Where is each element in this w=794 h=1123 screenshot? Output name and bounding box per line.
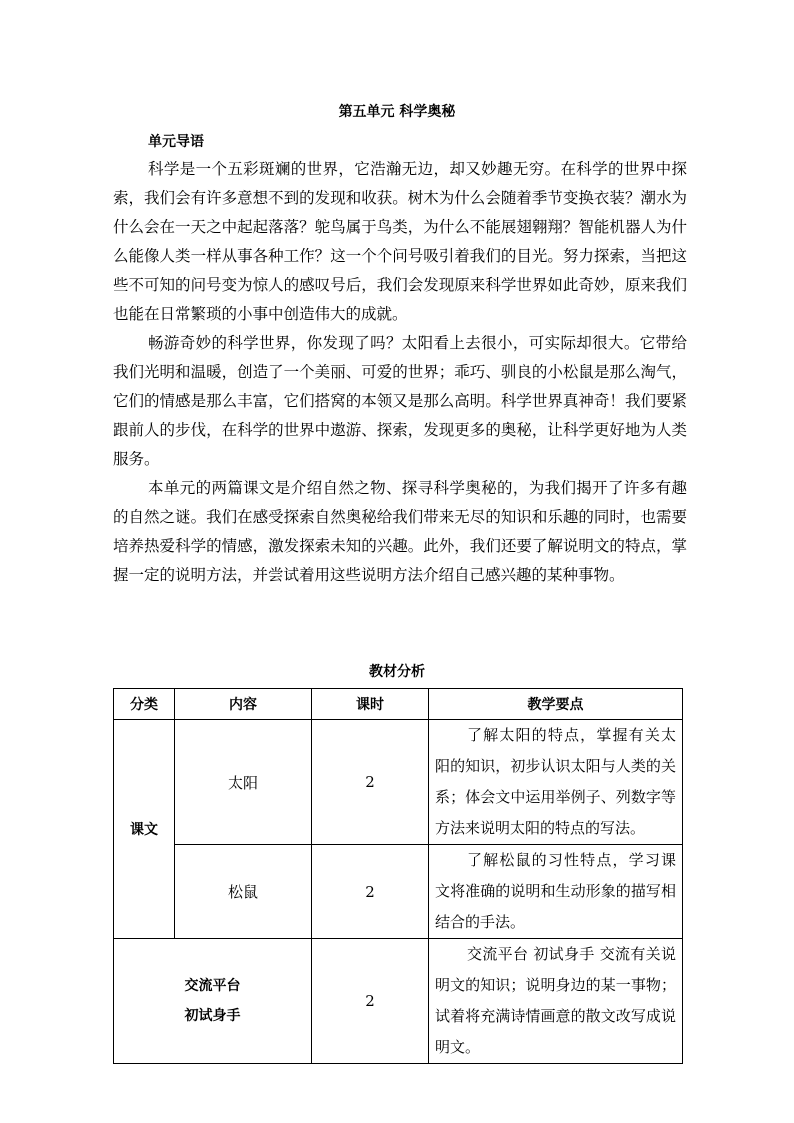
category-cell [114,939,312,1064]
category-cell: 课文 [114,720,175,939]
key-points-text: 了解太阳的特点，掌握有关太阳的知识，初步认识太阳与人类的关系；体会文中运用举例子、列数字等方法来说明太阳的特点的写法。 [435,726,676,837]
hours-cell: 2 [312,939,429,1064]
table-row [114,845,683,939]
table-row [114,720,683,845]
header-key-points: 教学要点 [429,689,683,720]
intro-paragraph-1: 科学是一个五彩斑斓的世界，它浩瀚无边，却又妙趣无穷。在科学的世界中探索，我们会有许多意想不到的发现和收获。树木为什么会随着季节变换衣装？潮水为什么会在一天之中起起落落？鸵鸟属于鸟类，为什么不能展翅翱翔？智能机器人为什么能像人类一样从事各种工作？这一个个问号吸引着我们的目光。努力探索，当把这些不可知的问号变为惊人的感叹号后，我们会发现原来科学世界如此奇妙，原来我们也能在日常繁琐的小事中创造伟大的成就。 [113,160,687,323]
key-points-text: 了解松鼠的习性特点，学习课文将准确的说明和生动形象的描写相结合的手法。 [435,851,676,931]
hours-cell: 2 [312,845,429,939]
intro-paragraph-2: 畅游奇妙的科学世界，你发现了吗？太阳看上去很小，可实际却很大。它带给我们光明和温暖，创造了一个美丽、可爱的世界；乖巧、驯良的小松鼠是那么淘气，它们的情感是那么丰富，它们搭窝的本领又是那么高明。科学世界真神奇！我们要紧跟前人的步伐，在科学的世界中遨游、探索，发现更多的奥秘，让科学更好地为人类服务。 [113,334,687,468]
content-cell: 太阳 [175,720,312,845]
key-points-cell [429,845,683,939]
header-category: 分类 [114,689,175,720]
section-heading: 单元导语 [148,134,204,150]
category-line-1: 交流平台 [184,978,241,994]
header-hours: 课时 [312,689,429,720]
hours-cell: 2 [312,720,429,845]
key-points-text: 交流平台 初试身手 交流有关说明文的知识；说明身边的某一事物；试着将充满诗情画意的散文改写成说明文。 [435,945,676,1056]
header-content: 内容 [175,689,312,720]
key-points-cell [429,939,683,1064]
content-cell: 松鼠 [175,845,312,939]
key-points-cell [429,720,683,845]
intro-paragraph-3: 本单元的两篇课文是介绍自然之物、探寻科学奥秘的，为我们揭开了许多有趣的自然之谜。我们在感受探索自然奥秘给我们带来无尽的知识和乐趣的同时，也需要培养热爱科学的情感，激发探索未知的兴趣。此外，我们还要了解说明文的特点，掌握一定的说明方法，并尝试着用这些说明方法介绍自己感兴趣的某种事物。 [113,479,687,584]
unit-intro-text [113,155,687,590]
page-title: 第五单元 科学奥秘 [338,104,456,120]
table-header-row [114,689,683,720]
category-line-2: 初试身手 [184,1008,241,1024]
table-row [114,939,683,1064]
table-caption: 教材分析 [369,664,425,680]
textbook-analysis-table [113,688,683,1064]
